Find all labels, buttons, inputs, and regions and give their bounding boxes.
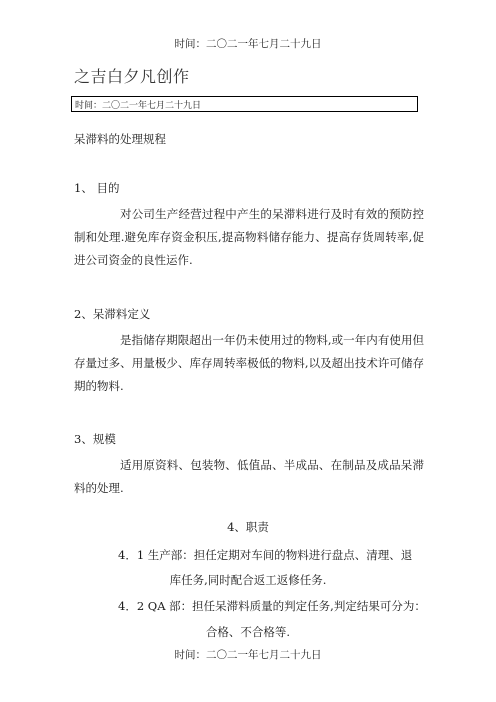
page-footer-date: 时间：二〇二一年七月二十九日 — [174, 649, 322, 661]
item-4-1-line1: 4．1 生产部：担任定期对车间的物料进行盘点、清理、退 — [118, 548, 413, 562]
section-3-heading: 3、规模 — [74, 432, 116, 446]
date-box — [71, 96, 418, 112]
section-1-body: 对公司生产经营过程中产生的呆滞料进行及时有效的预防控制和处理.避免库存资金积压,提高物料储存能力、提高存货周转率,促进公司资金的良性运作. — [74, 207, 424, 267]
item-4-2-line1: 4．2 QA 部：担任呆滞料质量的判定任务,判定结果可分为： — [118, 599, 426, 613]
section-4-heading: 4、职责 — [227, 520, 269, 534]
item-4-1-line2: 库任务,同时配合返工返修任务. — [169, 573, 327, 587]
page-header-date: 时间：二〇二一年七月二十九日 — [174, 38, 322, 50]
document-title: 呆滞料的处理规程 — [74, 132, 166, 146]
section-1-heading: 1、 目的 — [74, 181, 120, 195]
brand-title: 之吉白夕凡创作 — [74, 67, 190, 86]
section-2-body: 是指储存期限超出一年仍未使用过的物料,或一年内有使用但存量过多、用量极少、库存周转率极低的物料,以及超出技术许可储存期的物料. — [74, 333, 424, 393]
section-2-heading: 2、呆滞料定义 — [74, 307, 151, 321]
section-3-body: 适用原资料、包装物、低值品、半成品、在制品及成品呆滞料的处理. — [74, 458, 424, 495]
date-box-text: 时间：二〇二一年七月二十九日 — [75, 101, 202, 111]
item-4-2-line2: 合格、不合格等. — [205, 625, 291, 639]
